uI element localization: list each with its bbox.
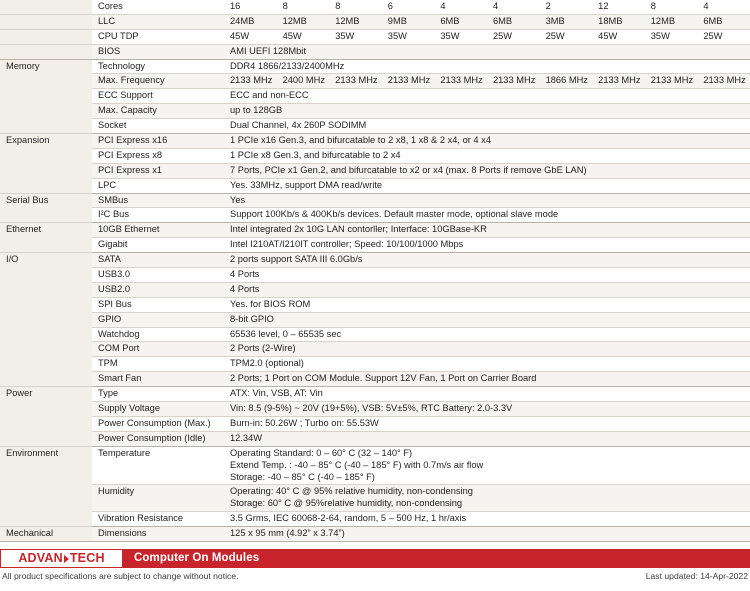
row-value: 6MB (434, 14, 487, 29)
row-value: 2133 MHz (487, 74, 540, 89)
row-value: 2133 MHz (592, 74, 645, 89)
table-row (0, 387, 750, 402)
row-label: PCI Express x16 (92, 134, 224, 149)
table-row (0, 342, 750, 357)
row-value: 2 ports support SATA III 6.0Gb/s (224, 253, 750, 268)
row-value: 18MB (592, 14, 645, 29)
row-value: Vin: 8.5 (9-5%) ~ 20V (19+5%), VSB: 5V±5%, RTC Battery: 2.0-3.3V (224, 402, 750, 417)
row-value: 8 (277, 0, 330, 14)
category-cell (0, 0, 92, 14)
row-label: Humidity (92, 485, 224, 512)
row-label: Temperature (92, 446, 224, 485)
row-label: Smart Fan (92, 372, 224, 387)
category-cell-mechanical: Mechanical (0, 527, 92, 542)
value-line: Storage: 60° C @ 95%relative humidity, non-condensing (230, 498, 463, 509)
category-cell-power: Power (0, 387, 92, 447)
row-label: Dimensions (92, 527, 224, 542)
table-row (0, 527, 750, 542)
row-value: ECC and non-ECC (224, 89, 750, 104)
table-row (0, 0, 750, 14)
footer-note (0, 568, 750, 581)
row-label: Gigabit (92, 238, 224, 253)
table-row (0, 208, 750, 223)
row-value: 1 PCIe x8 Gen.3, and bifurcatable to 2 x4 (224, 148, 750, 163)
table-row (0, 402, 750, 417)
row-value: 35W (645, 29, 698, 44)
category-cell (0, 14, 92, 29)
table-row (0, 431, 750, 446)
row-value: 45W (277, 29, 330, 44)
row-value: ATX: Vin, VSB, AT: Vin (224, 387, 750, 402)
row-label: LLC (92, 14, 224, 29)
row-label: Max. Capacity (92, 104, 224, 119)
row-value: 65536 level, 0 – 65535 sec (224, 327, 750, 342)
row-value: 12MB (645, 14, 698, 29)
row-value: 6 (382, 0, 435, 14)
footer-product-line: Computer On Modules (122, 549, 750, 568)
table-row (0, 59, 750, 74)
category-cell (0, 44, 92, 59)
category-cell-serial-bus: Serial Bus (0, 193, 92, 223)
row-value: 1866 MHz (540, 74, 593, 89)
row-value: 2 (540, 0, 593, 14)
table-row (0, 416, 750, 431)
table-row (0, 104, 750, 119)
row-value: Support 100Kb/s & 400Kb/s devices. Default master mode, optional slave mode (224, 208, 750, 223)
table-row (0, 193, 750, 208)
table-row (0, 238, 750, 253)
row-value: 35W (434, 29, 487, 44)
table-row (0, 44, 750, 59)
row-label: Type (92, 387, 224, 402)
row-label: Max. Frequency (92, 74, 224, 89)
row-value: 2133 MHz (224, 74, 277, 89)
table-row (0, 372, 750, 387)
table-row (0, 282, 750, 297)
category-cell-environment: Environment (0, 446, 92, 526)
row-value: Yes. for BIOS ROM (224, 297, 750, 312)
table-row (0, 357, 750, 372)
category-cell (0, 29, 92, 44)
row-value: 25W (487, 29, 540, 44)
row-value: 2133 MHz (697, 74, 750, 89)
table-row (0, 119, 750, 134)
table-row (0, 485, 750, 512)
value-line: Storage: -40 – 85° C (-40 – 185° F) (230, 471, 375, 482)
row-value: 35W (329, 29, 382, 44)
category-cell-memory: Memory (0, 59, 92, 133)
row-label: USB3.0 (92, 268, 224, 283)
logo-triangle-icon (64, 555, 69, 563)
row-value: 24MB (224, 14, 277, 29)
table-row (0, 223, 750, 238)
row-label: I²C Bus (92, 208, 224, 223)
table-row (0, 178, 750, 193)
row-value: 4 (487, 0, 540, 14)
table-row (0, 148, 750, 163)
row-label: Watchdog (92, 327, 224, 342)
advantech-logo (0, 549, 122, 568)
table-row (0, 253, 750, 268)
table-row (0, 268, 750, 283)
row-label: PCI Express x8 (92, 148, 224, 163)
table-row (0, 512, 750, 527)
row-value: 3MB (540, 14, 593, 29)
row-value: DDR4 1866/2133/2400MHz (224, 59, 750, 74)
row-label: Technology (92, 59, 224, 74)
row-value: 25W (697, 29, 750, 44)
footer (0, 548, 750, 581)
row-value: 3.5 Grms, IEC 60068-2-64, random, 5 – 500 Hz, 1 hr/axis (224, 512, 750, 527)
row-value: 45W (224, 29, 277, 44)
row-label: PCI Express x1 (92, 163, 224, 178)
row-label: 10GB Ethernet (92, 223, 224, 238)
row-value: 2400 MHz (277, 74, 330, 89)
table-row (0, 163, 750, 178)
row-value: 9MB (382, 14, 435, 29)
row-value (224, 446, 750, 485)
row-value: 2 Ports (2-Wire) (224, 342, 750, 357)
row-label: TPM (92, 357, 224, 372)
row-value: 8 (329, 0, 382, 14)
row-value: 45W (592, 29, 645, 44)
row-label: SATA (92, 253, 224, 268)
row-value: Intel I210AT/I210IT controller; Speed: 10/100/1000 Mbps (224, 238, 750, 253)
row-value: 12.34W (224, 431, 750, 446)
row-label: SMBus (92, 193, 224, 208)
value-line: Operating: 40° C @ 95% relative humidity, non-condensing (230, 486, 473, 497)
row-label: USB2.0 (92, 282, 224, 297)
row-value: 2133 MHz (329, 74, 382, 89)
row-label: Vibration Resistance (92, 512, 224, 527)
row-value: 8 (645, 0, 698, 14)
row-value: 4 (697, 0, 750, 14)
table-row (0, 312, 750, 327)
row-label: Power Consumption (Idle) (92, 431, 224, 446)
row-value: Intel integrated 2x 10G LAN contorller; Interface: 10GBase-KR (224, 223, 750, 238)
row-value: 16 (224, 0, 277, 14)
row-value: AMI UEFI 128Mbit (224, 44, 750, 59)
row-label: SPI Bus (92, 297, 224, 312)
category-cell-expansion: Expansion (0, 134, 92, 194)
table-row (0, 29, 750, 44)
footer-brand-bar (0, 548, 750, 568)
value-line: Extend Temp. : -40 – 85° C (-40 – 185° F) with 0.7m/s air flow (230, 459, 484, 470)
row-value: 6MB (697, 14, 750, 29)
table-row (0, 14, 750, 29)
row-label: ECC Support (92, 89, 224, 104)
row-value: 7 Ports, PCIe x1 Gen.2, and bifurcatable to x2 or x4 (max. 8 Ports if remove GbE LAN) (224, 163, 750, 178)
row-label: BIOS (92, 44, 224, 59)
row-value: 2133 MHz (645, 74, 698, 89)
row-value: 12MB (329, 14, 382, 29)
row-value: 25W (540, 29, 593, 44)
row-value: 2133 MHz (434, 74, 487, 89)
row-value: Burn-in: 50.26W ; Turbo on: 55.53W (224, 416, 750, 431)
table-row (0, 297, 750, 312)
advantech-logo-text: ADVAN TECH (18, 551, 105, 566)
row-value: 2 Ports; 1 Port on COM Module. Support 12V Fan, 1 Port on Carrier Board (224, 372, 750, 387)
row-value: 6MB (487, 14, 540, 29)
table-row (0, 89, 750, 104)
row-value (224, 485, 750, 512)
row-value: 8-bit GPIO (224, 312, 750, 327)
row-label: Supply Voltage (92, 402, 224, 417)
row-value: 12 (592, 0, 645, 14)
footer-last-updated: Last updated: 14-Apr-2022 (645, 570, 748, 581)
row-value: 4 Ports (224, 268, 750, 283)
table-row (0, 134, 750, 149)
row-value: 1 PCIe x16 Gen.3, and bifurcatable to 2 x8, 1 x8 & 2 x4, or 4 x4 (224, 134, 750, 149)
row-value: 2133 MHz (382, 74, 435, 89)
table-row (0, 446, 750, 485)
row-value: Yes (224, 193, 750, 208)
row-label: COM Port (92, 342, 224, 357)
row-value: 35W (382, 29, 435, 44)
footer-disclaimer: All product specifications are subject to change without notice. (2, 570, 239, 581)
category-cell-io: I/O (0, 253, 92, 387)
row-label: CPU TDP (92, 29, 224, 44)
row-value: Dual Channel, 4x 260P SODIMM (224, 119, 750, 134)
row-value: TPM2.0 (optional) (224, 357, 750, 372)
row-label: LPC (92, 178, 224, 193)
row-value: 4 (434, 0, 487, 14)
row-value: 125 x 95 mm (4.92” x 3.74”) (224, 527, 750, 542)
row-value: up to 128GB (224, 104, 750, 119)
row-value: Yes. 33MHz, support DMA read/write (224, 178, 750, 193)
row-label: Socket (92, 119, 224, 134)
table-row (0, 327, 750, 342)
row-label: GPIO (92, 312, 224, 327)
row-label: Power Consumption (Max.) (92, 416, 224, 431)
category-cell-ethernet: Ethernet (0, 223, 92, 253)
table-row (0, 74, 750, 89)
value-line: Operating Standard: 0 – 60° C (32 – 140° F) (230, 447, 413, 458)
row-value: 12MB (277, 14, 330, 29)
row-value: 4 Ports (224, 282, 750, 297)
row-label: Cores (92, 0, 224, 14)
